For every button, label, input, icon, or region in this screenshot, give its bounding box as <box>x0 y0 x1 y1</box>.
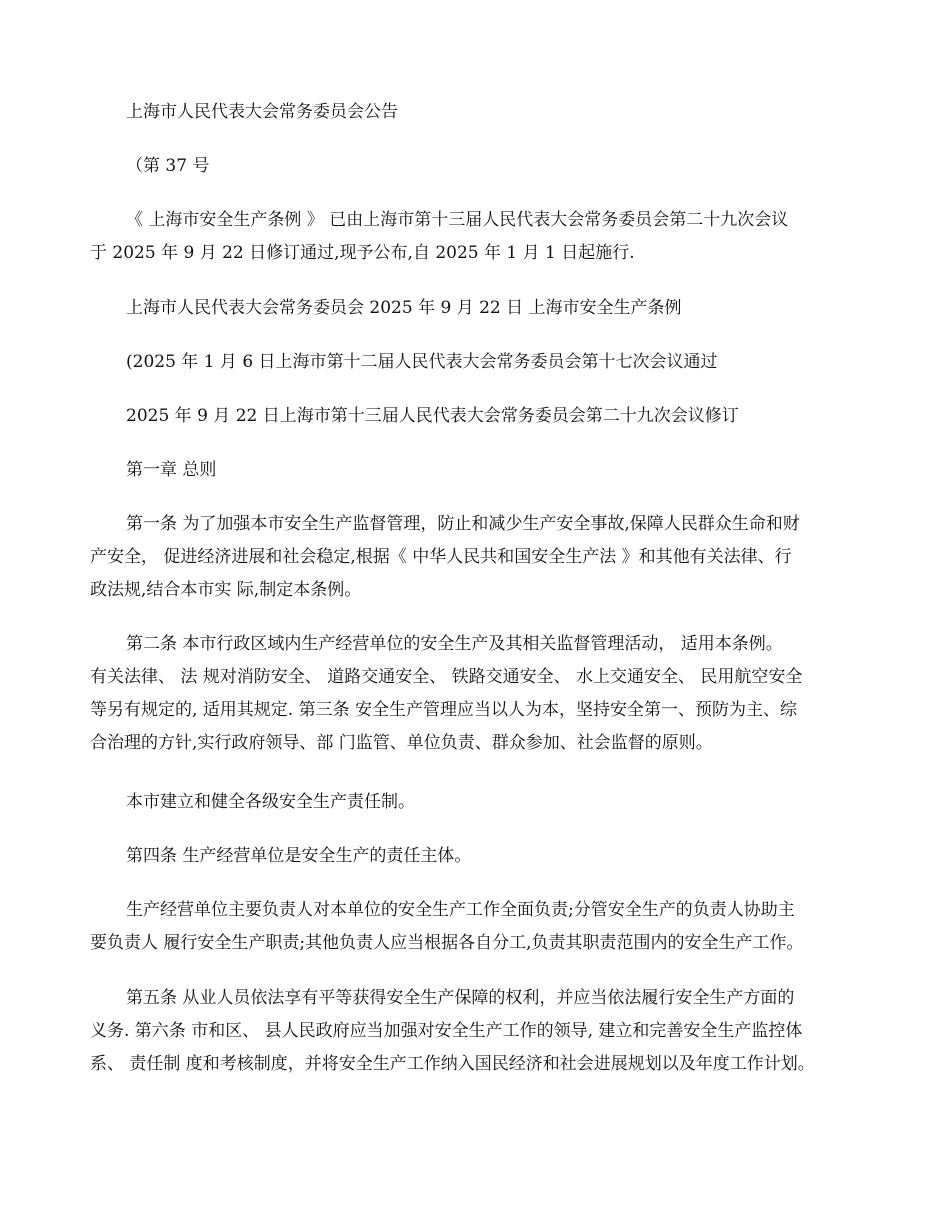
article-4-detail-line: 要负责人 履行安全生产职责;其他负责人应当根据各自分工,负责其职责范围内的安全生产工作。 <box>90 933 804 953</box>
header-title-text: 上海市人民代表大会常务委员会公告 <box>126 102 398 122</box>
article-1-line: 产安全， 促进经济进展和社会稳定,根据《 中华人民共和国安全生产法 》和其他有关法律、行 <box>90 547 792 567</box>
article-4-text: 第四条 生产经营单位是安全生产的责任主体。 <box>126 846 472 866</box>
article-5-6-line: 第五条 从业人员依法享有平等获得安全生产保障的权利，并应当依法履行安全生产方面的 <box>126 988 795 1008</box>
chapter-heading-text: 第一章 总则 <box>126 460 217 480</box>
article-5-6-line: 系、 责任制 度和考核制度，并将安全生产工作纳入国民经济和社会进展规划以及年度工作计划。 <box>90 1054 815 1074</box>
article-5-6-paragraph <box>90 982 870 1081</box>
chapter-heading <box>90 454 870 487</box>
header-title <box>90 96 870 129</box>
article-1-line: 政法规,结合本市实 际,制定本条例。 <box>90 580 362 600</box>
article-2-3-paragraph <box>90 628 870 760</box>
article-2-3-line: 有关法律、 法 规对消防安全、 道路交通安全、 铁路交通安全、 水上交通安全、 民用航空安全 <box>90 667 803 687</box>
history-adopted <box>90 346 870 379</box>
responsibility-system-text: 本市建立和健全各级安全生产责任制。 <box>126 792 415 812</box>
promulgation-line: 《 上海市安全生产条例 》 已由上海市第十三届人民代表大会常务委员会第二十九次会议 <box>126 210 789 230</box>
article-2-3-line: 合治理的方针,实行政府领导、部 门监管、单位负责、群众参加、社会监督的原则。 <box>90 733 713 753</box>
article-1-line: 第一条 为了加强本市安全生产监督管理，防止和减少生产安全事故,保障人民群众生命和财 <box>126 514 800 534</box>
article-2-3-line: 等另有规定的, 适用其规定. 第三条 安全生产管理应当以人为本，坚持安全第一、预防为主、综 <box>90 700 798 720</box>
article-2-3-line: 第二条 本市行政区域内生产经营单位的安全生产及其相关监督管理活动， 适用本条例。 <box>126 634 783 654</box>
announcement-number <box>90 150 870 183</box>
article-1-paragraph <box>90 508 870 607</box>
signature-and-title <box>90 292 870 325</box>
article-4-detail <box>90 894 870 960</box>
history-revised-text: 2025 年 9 月 22 日上海市第十三届人民代表大会常务委员会第二十九次会议修订 <box>126 406 739 426</box>
article-4 <box>90 840 870 873</box>
signature-and-title-text: 上海市人民代表大会常务委员会 2025 年 9 月 22 日 上海市安全生产条例 <box>126 298 682 318</box>
responsibility-system <box>90 786 870 819</box>
article-4-detail-line: 生产经营单位主要负责人对本单位的安全生产工作全面负责;分管安全生产的负责人协助主 <box>126 900 795 920</box>
promulgation-paragraph <box>90 204 870 270</box>
announcement-number-text: （第 37 号 <box>126 156 210 176</box>
history-revised <box>90 400 870 433</box>
article-5-6-line: 义务. 第六条 市和区、 县人民政府应当加强对安全生产工作的领导, 建立和完善安全生产监控体 <box>90 1021 803 1041</box>
promulgation-line: 于 2025 年 9 月 22 日修订通过,现予公布,自 2025 年 1 月 1 日起施行. <box>90 243 635 263</box>
history-adopted-text: (2025 年 1 月 6 日上海市第十二届人民代表大会常务委员会第十七次会议通过 <box>126 352 718 372</box>
